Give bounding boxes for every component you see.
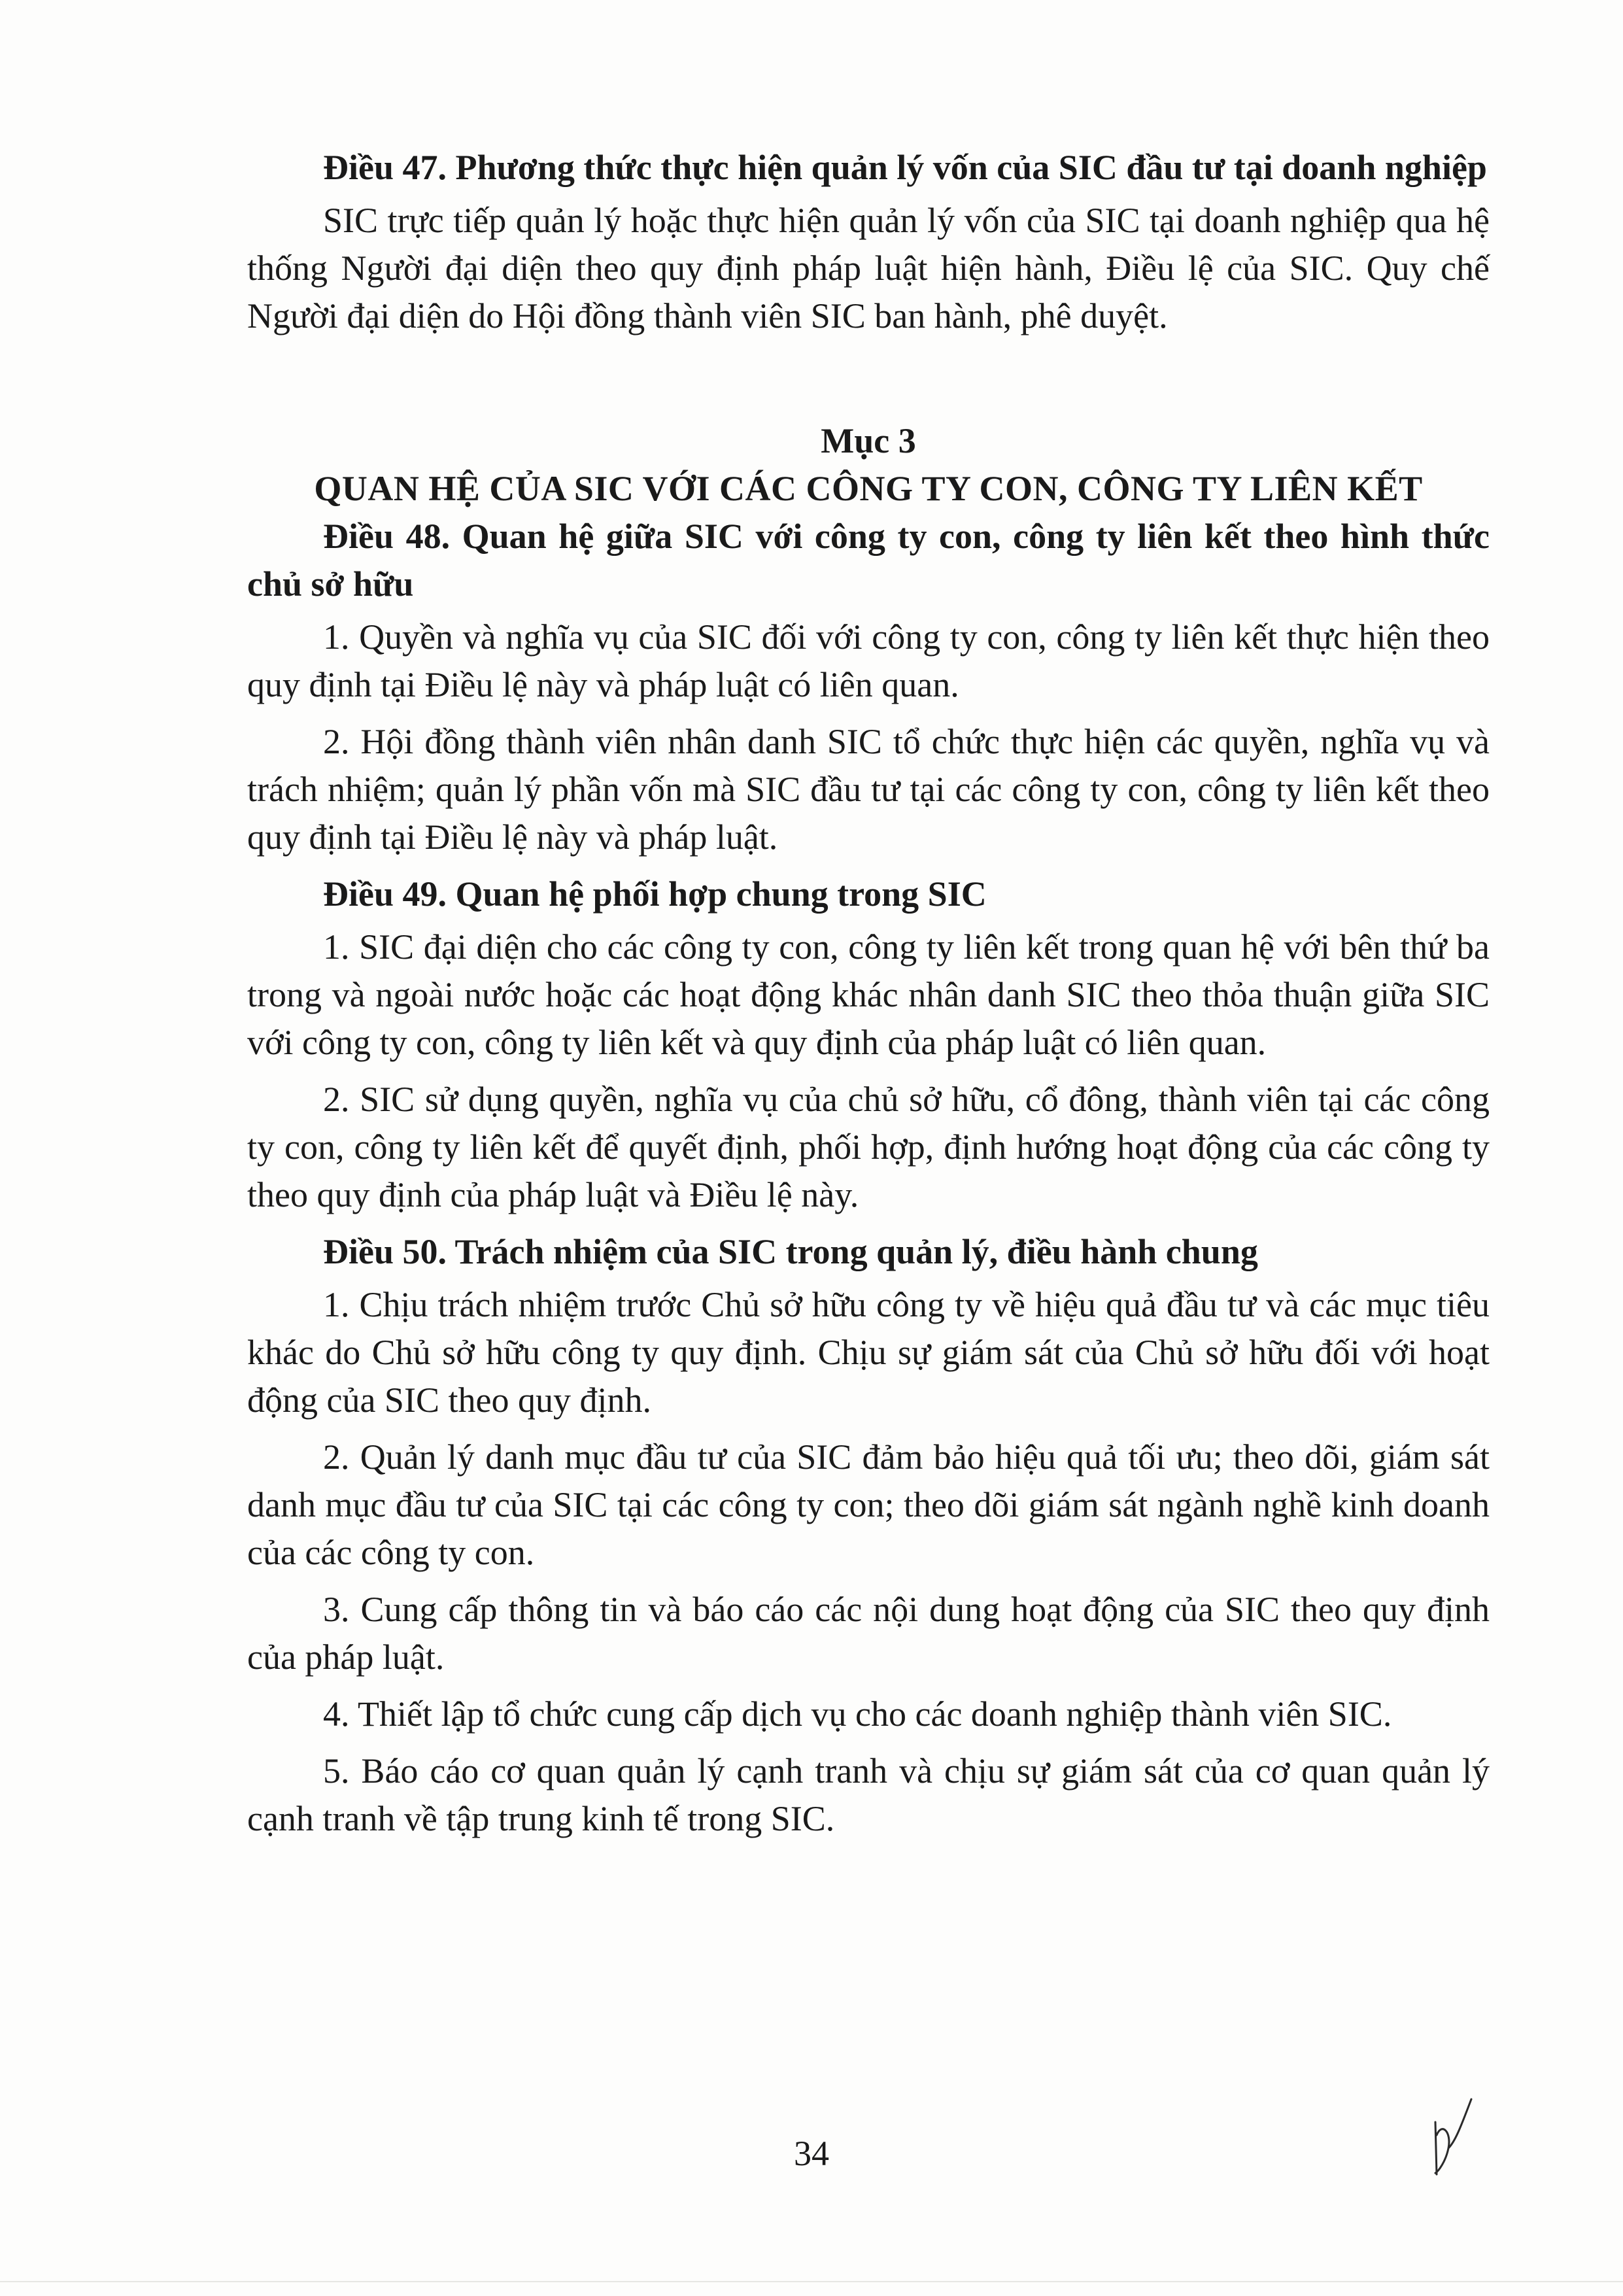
article-50-paragraph-1: 1. Chịu trách nhiệm trước Chủ sở hữu công ty về hiệu quả đầu tư và các mục tiêu khác do Chủ sở hữu công ty quy định. Chịu sự giám sát của Chủ sở hữu đối với hoạt động của SIC theo quy định. (247, 1285, 1490, 1420)
article-47-title: Điều 47. Phương thức thực hiện quản lý vốn của SIC đầu tư tại doanh nghiệp (323, 148, 1487, 187)
article-48-paragraph-1: 1. Quyền và nghĩa vụ của SIC đối với công ty con, công ty liên kết thực hiện theo quy định tại Điều lệ này và pháp luật có liên quan. (247, 617, 1490, 704)
page-number: 34 (794, 2134, 829, 2173)
section-heading (247, 417, 1490, 513)
document-body (247, 144, 1490, 1852)
article-50-title: Điều 50. Trách nhiệm của SIC trong quản lý, điều hành chung (323, 1232, 1258, 1271)
article-49-title: Điều 49. Quan hệ phối hợp chung trong SIC (323, 874, 987, 914)
article-49-paragraph-1: 1. SIC đại diện cho các công ty con, công ty liên kết trong quan hệ với bên thứ ba trong và ngoài nước hoặc các hoạt động khác nhân danh SIC theo thỏa thuận giữa SIC với công ty con, công ty liên kết và quy định của pháp luật có liên quan. (247, 927, 1490, 1062)
page-bottom-edge (0, 2281, 1623, 2282)
article-49-paragraph-2: 2. SIC sử dụng quyền, nghĩa vụ của chủ sở hữu, cổ đông, thành viên tại các công ty con, công ty liên kết để quyết định, phối hợp, định hướng hoạt động của các công ty theo quy định của pháp luật và Điều lệ này. (247, 1080, 1490, 1214)
article-48-title: Điều 48. Quan hệ giữa SIC với công ty con, công ty liên kết theo hình thức chủ sở hữu (247, 517, 1490, 604)
section-title: QUAN HỆ CỦA SIC VỚI CÁC CÔNG TY CON, CÔNG TY LIÊN KẾT (314, 469, 1423, 508)
article-50-paragraph-2: 2. Quản lý danh mục đầu tư của SIC đảm bảo hiệu quả tối ưu; theo dõi, giám sát danh mục đầu tư của SIC tại các công ty con; theo dõi giám sát ngành nghề kinh doanh của các công ty con. (247, 1437, 1490, 1572)
article-48-paragraph-2: 2. Hội đồng thành viên nhân danh SIC tổ chức thực hiện các quyền, nghĩa vụ và trách nhiệm; quản lý phần vốn mà SIC đầu tư tại các công ty con, công ty liên kết theo quy định tại Điều lệ này và pháp luật. (247, 722, 1490, 857)
article-50-paragraph-5: 5. Báo cáo cơ quan quản lý cạnh tranh và chịu sự giám sát của cơ quan quản lý cạnh tranh về tập trung kinh tế trong SIC. (247, 1751, 1490, 1838)
article-50-paragraph-4: 4. Thiết lập tổ chức cung cấp dịch vụ cho các doanh nghiệp thành viên SIC. (323, 1694, 1392, 1734)
article-50-paragraph-3: 3. Cung cấp thông tin và báo cáo các nội dung hoạt động của SIC theo quy định của pháp luật. (247, 1590, 1490, 1677)
section-label: Mục 3 (821, 421, 916, 460)
article-47-paragraph-1: SIC trực tiếp quản lý hoặc thực hiện quản lý vốn của SIC tại doanh nghiệp qua hệ thống Người đại diện theo quy định pháp luật hiện hành, Điều lệ của SIC. Quy chế Người đại diện do Hội đồng thành viên SIC ban hành, phê duyệt. (247, 201, 1490, 335)
